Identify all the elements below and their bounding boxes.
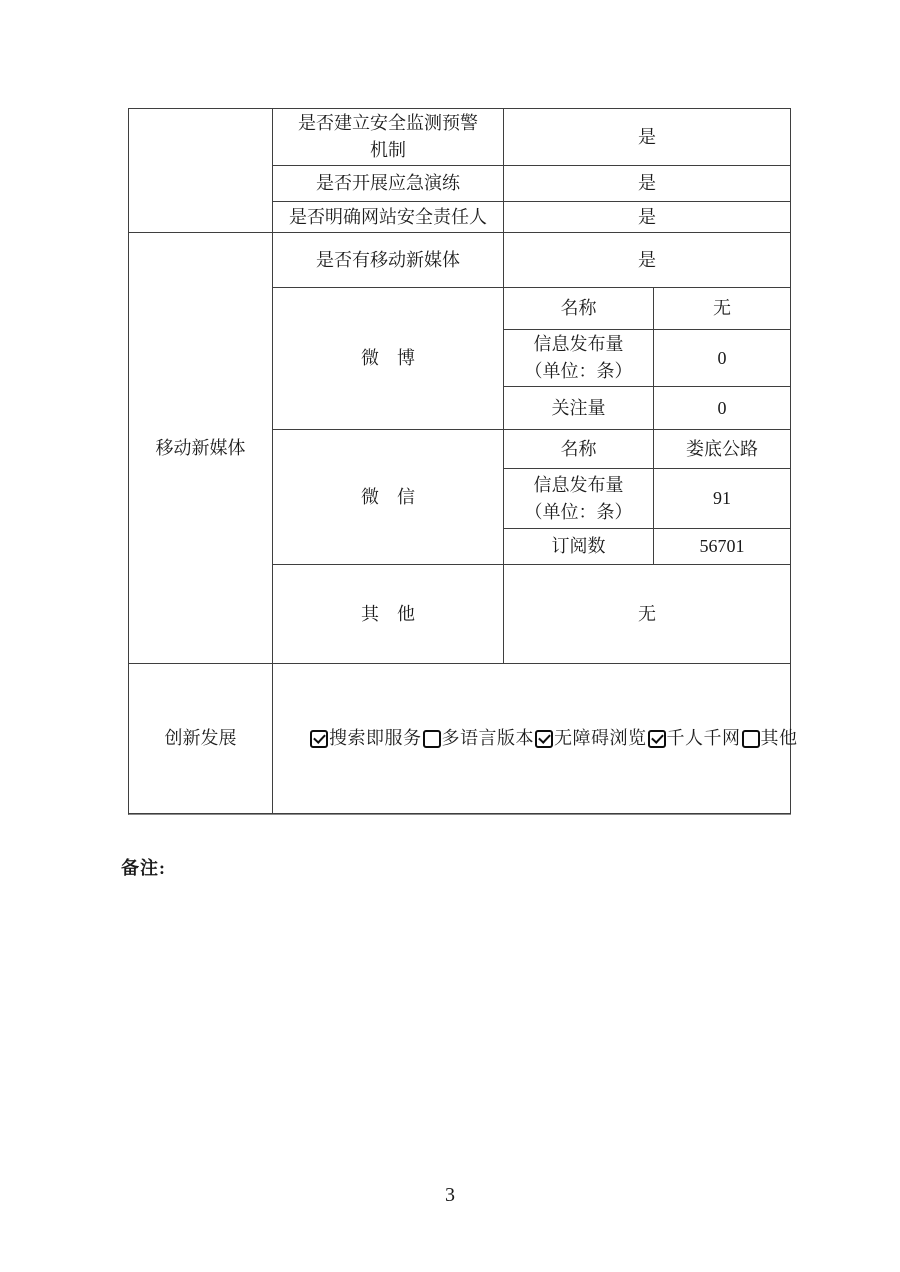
weibo-platform-label: 微 博 xyxy=(273,288,504,430)
security-row-drill-label: 是否开展应急演练 xyxy=(273,166,504,202)
wechat-posts-label xyxy=(504,469,654,529)
wechat-posts-value: 91 xyxy=(654,469,791,529)
checkbox-label-multilingual: 多语言版本 xyxy=(441,728,534,748)
wechat-name-label: 名称 xyxy=(504,430,654,469)
label-line-1: 信息发布量 xyxy=(533,474,624,495)
checkbox-icon-search-as-service[interactable] xyxy=(310,730,328,748)
other-platform-label: 其 他 xyxy=(273,565,504,664)
innovation-header-label: 创新发展 xyxy=(164,728,237,748)
wechat-subscribers-label: 订阅数 xyxy=(504,529,654,565)
has-mobile-media-value: 是 xyxy=(504,233,791,288)
checkbox-icon-accessibility[interactable] xyxy=(535,730,553,748)
annual-report-table xyxy=(128,108,798,815)
label-line-2: （单位：条） xyxy=(524,361,633,381)
section-header-mobile-media xyxy=(129,233,273,664)
checkbox-icon-thousand-sites[interactable] xyxy=(648,730,666,748)
checkbox-label-accessibility: 无障碍浏览 xyxy=(554,728,647,748)
label-line-2: （单位：条） xyxy=(524,501,633,522)
checkbox-icon-other[interactable] xyxy=(742,730,760,748)
weibo-posts-value: 0 xyxy=(654,330,791,387)
checkbox-label-search-as-service: 搜索即服务 xyxy=(329,728,422,748)
innovation-options-row xyxy=(273,664,798,814)
security-row-responsible-label: 是否明确网站安全责任人 xyxy=(273,202,504,233)
label-line-2: 机制 xyxy=(370,140,406,160)
has-mobile-media-label: 是否有移动新媒体 xyxy=(273,233,504,288)
wechat-name-value: 娄底公路 xyxy=(654,430,791,469)
section-header-innovation xyxy=(129,664,273,814)
wechat-subscribers-value: 56701 xyxy=(654,529,791,565)
wechat-platform-label: 微 信 xyxy=(273,430,504,565)
security-row-monitoring-value: 是 xyxy=(504,109,791,166)
weibo-name-value: 无 xyxy=(654,288,791,330)
checkbox-label-other: 其他 xyxy=(760,728,798,748)
section-header-empty xyxy=(129,109,273,233)
mobile-media-header-label: 移动新媒体 xyxy=(155,437,246,458)
weibo-followers-label: 关注量 xyxy=(504,387,654,430)
weibo-name-label: 名称 xyxy=(504,288,654,330)
weibo-followers-value: 0 xyxy=(654,387,791,430)
other-platform-value: 无 xyxy=(504,565,791,664)
weibo-posts-label xyxy=(504,330,654,387)
checkbox-icon-multilingual[interactable] xyxy=(423,730,441,748)
security-row-responsible-value: 是 xyxy=(504,202,791,233)
checkbox-label-thousand-sites: 千人千网 xyxy=(666,728,741,748)
security-row-drill-value: 是 xyxy=(504,166,791,202)
remarks-label: 备注: xyxy=(121,858,166,878)
label-line-1: 信息发布量 xyxy=(533,334,624,354)
security-row-monitoring-label xyxy=(273,109,504,166)
label-line-1: 是否建立安全监测预警 xyxy=(298,113,478,133)
page-number: 3 xyxy=(445,1184,455,1206)
